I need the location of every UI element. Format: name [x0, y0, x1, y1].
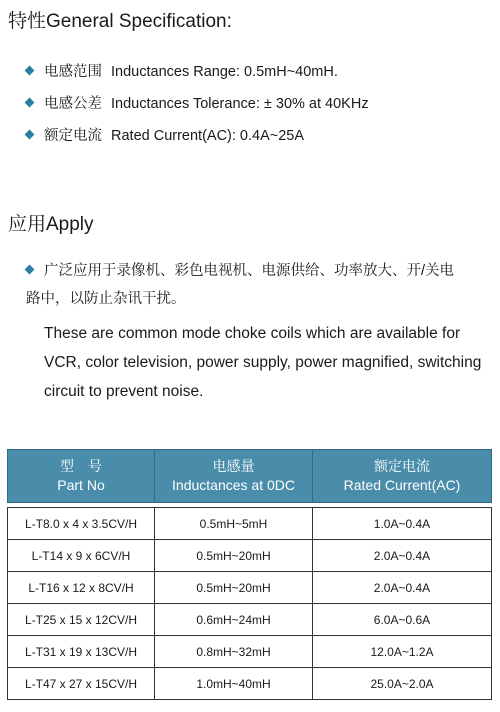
cell-rated-current: 25.0A~2.0A	[313, 668, 492, 700]
diamond-bullet-icon	[25, 98, 35, 108]
header-zh: 型 号	[60, 458, 102, 474]
table-row	[8, 668, 492, 700]
spec-table	[7, 449, 492, 700]
table-header-row	[8, 450, 492, 503]
table-row	[8, 572, 492, 604]
cell-inductance: 0.5mH~5mH	[155, 508, 313, 540]
cell-part-no: L-T8.0 x 4 x 3.5CV/H	[8, 508, 155, 540]
spec-item-zh: 电感范围	[44, 64, 102, 80]
header-en: Part No	[57, 477, 105, 493]
table-row	[8, 636, 492, 668]
cell-rated-current: 6.0A~0.6A	[313, 604, 492, 636]
apply-zh-paragraph	[26, 257, 466, 313]
header-inductance	[155, 450, 313, 503]
spec-item-current	[26, 124, 304, 145]
header-part-no	[8, 450, 155, 503]
cell-inductance: 0.8mH~32mH	[155, 636, 313, 668]
spec-section-title: 特性General Specification:	[8, 11, 232, 32]
header-en: Inductances at 0DC	[172, 477, 295, 493]
cell-rated-current: 2.0A~0.4A	[313, 572, 492, 604]
apply-zh-text: 广泛应用于录像机、彩色电视机、电源供给、功率放大、开/关电路中，以防止杂讯干扰。	[26, 263, 455, 307]
header-zh: 额定电流	[374, 458, 430, 474]
cell-inductance: 0.5mH~20mH	[155, 540, 313, 572]
table-row	[8, 540, 492, 572]
cell-part-no: L-T47 x 27 x 15CV/H	[8, 668, 155, 700]
spec-item-zh: 额定电流	[44, 128, 102, 144]
cell-rated-current: 2.0A~0.4A	[313, 540, 492, 572]
cell-inductance: 0.5mH~20mH	[155, 572, 313, 604]
cell-part-no: L-T16 x 12 x 8CV/H	[8, 572, 155, 604]
table-row	[8, 508, 492, 540]
apply-section-title: 应用Apply	[8, 214, 94, 235]
spec-item-tolerance	[26, 92, 369, 113]
spec-item-range	[26, 60, 338, 81]
cell-part-no: L-T25 x 15 x 12CV/H	[8, 604, 155, 636]
cell-inductance: 1.0mH~40mH	[155, 668, 313, 700]
apply-en-paragraph: These are common mode choke coils which are available for VCR, color television, power supply, power magnified, switching circuit to prevent noise.	[44, 325, 482, 400]
spec-item-en: Rated Current(AC): 0.4A~25A	[111, 128, 305, 144]
diamond-bullet-icon	[25, 265, 35, 275]
header-rated-current	[313, 450, 492, 503]
table-row	[8, 604, 492, 636]
header-zh: 电感量	[212, 458, 255, 474]
spec-item-zh: 电感公差	[44, 96, 102, 112]
cell-inductance: 0.6mH~24mH	[155, 604, 313, 636]
diamond-bullet-icon	[25, 130, 35, 140]
diamond-bullet-icon	[25, 66, 35, 76]
cell-part-no: L-T14 x 9 x 6CV/H	[8, 540, 155, 572]
cell-part-no: L-T31 x 19 x 13CV/H	[8, 636, 155, 668]
spec-item-en: Inductances Range: 0.5mH~40mH.	[111, 64, 338, 80]
cell-rated-current: 12.0A~1.2A	[313, 636, 492, 668]
header-en: Rated Current(AC)	[343, 477, 461, 493]
cell-rated-current: 1.0A~0.4A	[313, 508, 492, 540]
spec-item-en: Inductances Tolerance: ± 30% at 40KHz	[111, 96, 369, 112]
